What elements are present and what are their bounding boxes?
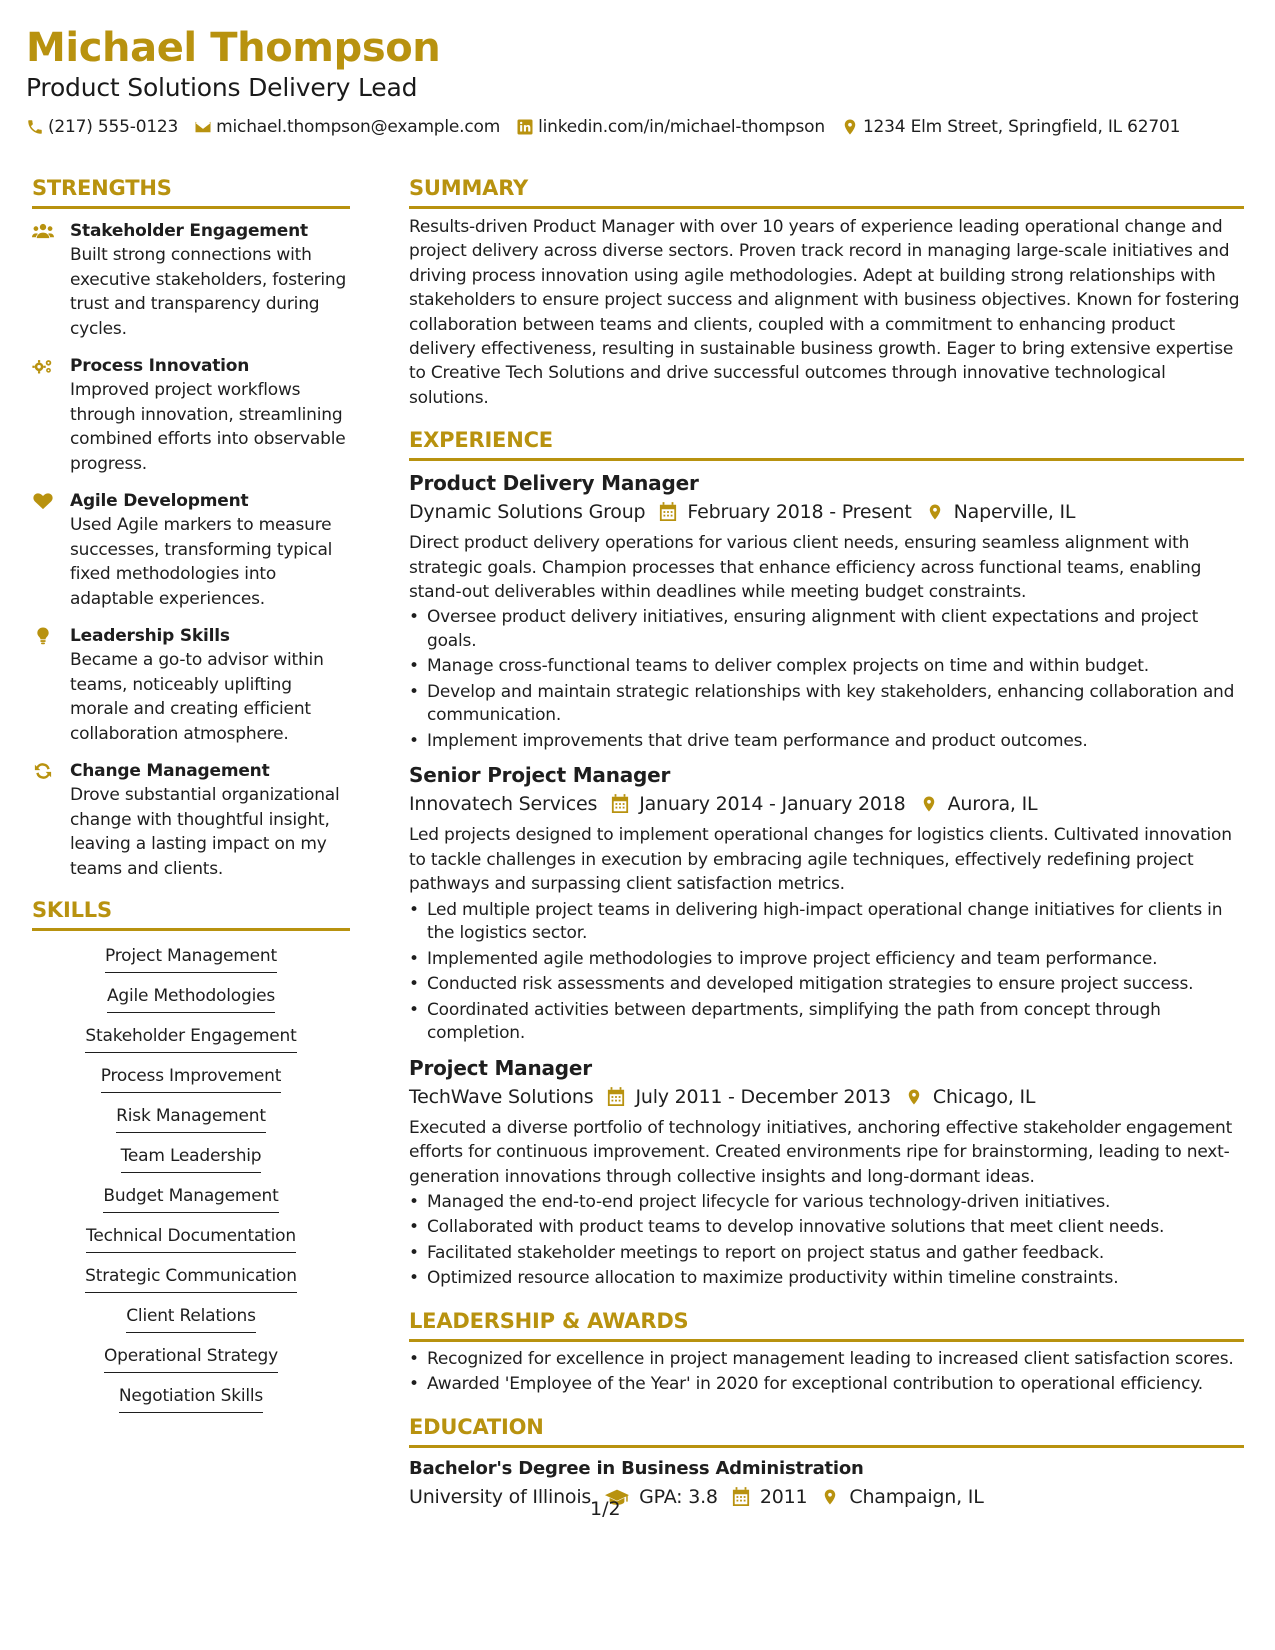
job-dates: July 2011 - December 2013 — [635, 1085, 891, 1108]
map-pin-icon — [841, 118, 859, 136]
skills-heading: SKILLS — [32, 894, 350, 931]
strength-desc: Improved project workflows through innovation, streamlining combined efforts into observable progress. — [70, 380, 346, 474]
job-bullet: • Oversee product delivery initiatives, ensuring alignment with client expectations and project goals. — [409, 606, 1244, 653]
summary-heading: SUMMARY — [409, 172, 1244, 209]
strengths-heading: STRENGTHS — [32, 172, 350, 209]
education-school: University of Illinois — [409, 1485, 592, 1508]
skill-item: Process Improvement — [32, 1064, 350, 1093]
strength-item — [32, 354, 350, 476]
job-bullet: • Develop and maintain strategic relationships with key stakeholders, enhancing collaboration and communication. — [409, 681, 1244, 728]
summary-text: Results-driven Product Manager with over 10 years of experience leading operational change and project delivery across diverse sectors. Proven track record in managing large-scale initiatives and driving process innovation using agile methodologies. Adept at building strong relationships with stakeholders to ensure project success and alignment with business objectives. Known for fostering collaboration between teams and clients, coupled with a commitment to enhancing product delivery effectiveness, resulting in sustainable business growth. Eager to bring extensive expertise to Creative Tech Solutions and drive successful outcomes through innovative technological solutions. — [409, 217, 1240, 408]
job-entry — [409, 1054, 1244, 1291]
job-title: Product Delivery Manager — [409, 471, 699, 496]
strengths-list — [32, 219, 350, 881]
skill-item: Team Leadership — [32, 1144, 350, 1173]
contact-phone[interactable] — [26, 116, 178, 138]
job-bullet: • Optimized resource allocation to maximize productivity within timeline constraints. — [409, 1267, 1244, 1291]
map-pin-icon — [920, 794, 938, 814]
strength-item — [32, 489, 350, 611]
education-degree: Bachelor's Degree in Business Administration — [409, 1457, 864, 1479]
envelope-icon — [194, 118, 212, 136]
job-bullet: • Collaborated with product teams to develop innovative solutions that meet client needs. — [409, 1216, 1244, 1240]
job-description: Executed a diverse portfolio of technology initiatives, anchoring effective stakeholder engagement efforts for continuous improvement. Created environments ripe for brainstorming, leading to next-generation innovations through collective insights and long-dormant ideas. — [409, 1117, 1233, 1187]
map-pin-icon — [821, 1487, 839, 1507]
map-pin-icon — [905, 1087, 923, 1107]
job-bullets — [409, 899, 1244, 1046]
skill-item: Risk Management — [32, 1104, 350, 1133]
skill-item: Budget Management — [32, 1184, 350, 1213]
linkedin-icon — [516, 118, 534, 136]
job-location: Aurora, IL — [947, 793, 1038, 816]
phone-icon — [26, 118, 44, 136]
calendar-icon — [732, 1487, 750, 1507]
left-column — [32, 172, 350, 1424]
candidate-name: Michael Thompson — [26, 25, 441, 71]
education-heading: EDUCATION — [409, 1411, 1244, 1448]
strength-title: Stakeholder Engagement — [70, 221, 308, 241]
strength-desc: Became a go-to advisor within teams, noticeably uplifting morale and creating efficient collaboration atmosphere. — [70, 650, 324, 744]
skill-item: Operational Strategy — [32, 1344, 350, 1373]
skill-item: Technical Documentation — [32, 1224, 350, 1253]
phone-text: (217) 555-0123 — [48, 117, 179, 137]
linkedin-text: linkedin.com/in/michael-thompson — [538, 117, 825, 137]
strength-item — [32, 624, 350, 746]
job-company: Dynamic Solutions Group — [409, 501, 646, 524]
strength-desc: Drove substantial organizational change with thoughtful insight, leaving a lasting impact on my teams and clients. — [70, 785, 340, 879]
job-bullet: • Conducted risk assessments and developed mitigation strategies to ensure project success. — [409, 973, 1244, 997]
right-column — [409, 172, 1244, 1511]
job-bullet: • Implement improvements that drive team performance and product outcomes. — [409, 730, 1244, 754]
skill-item: Stakeholder Engagement — [32, 1024, 350, 1053]
leadership-item: • Recognized for excellence in project management leading to increased client satisfaction scores. — [409, 1348, 1244, 1372]
job-entry — [409, 469, 1244, 753]
address-text: 1234 Elm Street, Springfield, IL 62701 — [862, 117, 1181, 137]
heart-icon — [32, 492, 54, 510]
job-dates: February 2018 - Present — [687, 501, 912, 524]
job-bullets — [409, 606, 1244, 753]
leadership-list — [409, 1348, 1244, 1397]
skill-item: Client Relations — [32, 1304, 350, 1333]
experience-heading: EXPERIENCE — [409, 424, 1244, 461]
leadership-item: • Awarded 'Employee of the Year' in 2020 for exceptional contribution to operational efficiency. — [409, 1373, 1244, 1397]
job-entry — [409, 761, 1244, 1045]
calendar-icon — [611, 794, 629, 814]
job-bullet: • Implemented agile methodologies to improve project efficiency and team performance. — [409, 948, 1244, 972]
skill-item: Strategic Communication — [32, 1264, 350, 1293]
strength-title: Process Innovation — [70, 356, 250, 376]
strength-item — [32, 759, 350, 881]
education-meta — [409, 1483, 1244, 1511]
candidate-title: Product Solutions Delivery Lead — [26, 73, 418, 102]
job-meta — [409, 790, 1244, 818]
map-pin-icon — [926, 502, 944, 522]
lightbulb-icon — [32, 627, 54, 645]
education-location: Champaign, IL — [849, 1485, 984, 1508]
job-bullet: • Managed the end-to-end project lifecycle for various technology-driven initiatives. — [409, 1191, 1244, 1215]
email-text: michael.thompson@example.com — [216, 117, 501, 137]
contact-linkedin[interactable] — [516, 116, 825, 138]
contact-email[interactable] — [194, 116, 500, 138]
page-number: 1/2 — [590, 1498, 621, 1520]
leadership-heading: LEADERSHIP & AWARDS — [409, 1305, 1244, 1342]
job-dates: January 2014 - January 2018 — [639, 793, 906, 816]
skill-item: Agile Methodologies — [32, 984, 350, 1013]
education-year: 2011 — [759, 1485, 808, 1508]
job-description: Led projects designed to implement operational changes for logistics clients. Cultivated innovation to tackle challenges in execution by embracing agile techniques, effectively redefining project pathways and surpassing client satisfaction metrics. — [409, 825, 1232, 895]
contact-address — [841, 116, 1180, 138]
skill-item: Negotiation Skills — [32, 1384, 350, 1413]
sync-icon — [32, 762, 54, 780]
users-icon — [32, 222, 54, 240]
job-description: Direct product delivery operations for various client needs, ensuring seamless alignment with strategic goals. Champion processes that enhance efficiency across functional teams, enabling stand-out deliverables within deadlines while meeting budget constraints. — [409, 533, 1202, 603]
strength-title: Leadership Skills — [70, 626, 230, 646]
skills-list — [32, 944, 350, 1413]
calendar-icon — [659, 502, 677, 522]
strength-title: Agile Development — [70, 491, 249, 511]
education-gpa: GPA: 3.8 — [639, 1485, 718, 1508]
gears-icon — [32, 357, 54, 375]
job-company: TechWave Solutions — [409, 1085, 594, 1108]
strength-desc: Built strong connections with executive stakeholders, fostering trust and transparency during cycles. — [70, 245, 347, 339]
strength-item — [32, 219, 350, 341]
contact-row — [26, 116, 1256, 138]
job-title: Senior Project Manager — [409, 763, 671, 788]
job-location: Naperville, IL — [953, 501, 1076, 524]
calendar-icon — [607, 1087, 625, 1107]
strength-title: Change Management — [70, 761, 270, 781]
skill-item: Project Management — [32, 944, 350, 973]
job-bullet: • Manage cross-functional teams to deliver complex projects on time and within budget. — [409, 655, 1244, 679]
strength-desc: Used Agile markers to measure successes, transforming typical fixed methodologies into adaptable experiences. — [70, 515, 333, 609]
job-bullet: • Facilitated stakeholder meetings to report on project status and gather feedback. — [409, 1242, 1244, 1266]
job-bullet: • Coordinated activities between departments, simplifying the path from concept through completion. — [409, 999, 1244, 1046]
job-meta — [409, 498, 1244, 526]
resume-header — [26, 22, 1256, 138]
job-meta — [409, 1083, 1244, 1111]
job-title: Project Manager — [409, 1055, 592, 1080]
job-company: Innovatech Services — [409, 793, 598, 816]
job-bullets — [409, 1191, 1244, 1291]
job-location: Chicago, IL — [932, 1085, 1036, 1108]
job-bullet: • Led multiple project teams in delivering high-impact operational change initiatives for clients in the logistics sector. — [409, 899, 1244, 946]
